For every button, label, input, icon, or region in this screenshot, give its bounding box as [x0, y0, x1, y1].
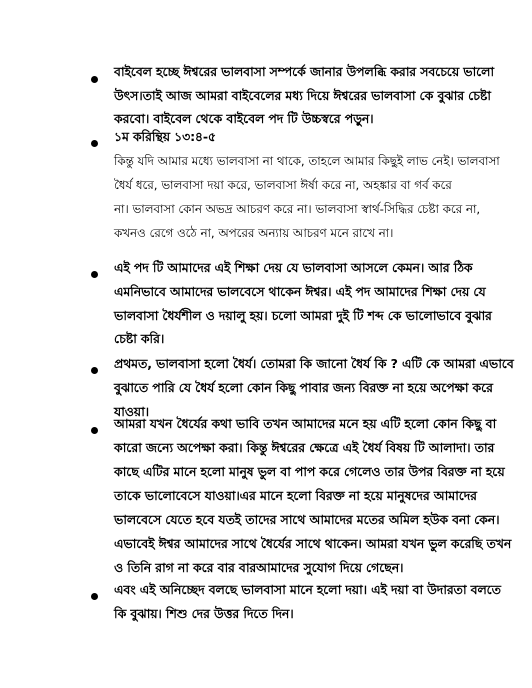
bullet-point — [91, 427, 98, 434]
verse-text-line: ধৈর্য ধরে, ভালবাসা দয়া করে, ভালবাসা ঈর্ষা করে না, অহঙ্কার বা গর্ব করে — [114, 178, 452, 192]
paragraph-line: এমনিভাবে আমাদের ভালবেসে থাকেন ঈশ্বর। এই পদ আমাদের শিক্ষা দেয় যে — [114, 284, 486, 299]
paragraph-line: এই পদ টি আমাদের এই শিক্ষা দেয় যে ভালবাসা আসলে কেমন। আর ঠিক — [114, 260, 473, 275]
paragraph-line: ভালবাসা ধৈর্যশীল ও দয়ালু হয়। চলো আমরা দুই টি শব্দ কে ভালোভাবে বুঝার — [114, 308, 492, 323]
paragraph-line: কি বুঝায়। শিশু দের উত্তর দিতে দিন। — [114, 606, 294, 621]
verse-text-line: কখনও রেগে ওঠে না, অপরের অন্যায় আচরণ মনে রাখে না। — [114, 226, 394, 240]
verse-text-line: কিন্তু যদি আমার মধ্যে ভালবাসা না থাকে, তাহলে আমার কিছুই লাভ নেই। ভালবাসা — [114, 154, 500, 168]
bullet-point — [91, 76, 98, 83]
bullet-point — [91, 593, 98, 600]
paragraph-line: বাইবেল হচ্ছে ঈশ্বরের ভালবাসা সম্পর্কে জানার উপলব্ধি করার সবচেয়ে ভালো — [114, 64, 494, 79]
paragraph-line: চেষ্টা করি। — [114, 331, 165, 346]
paragraph-line: ও তিনি রাগ না করে বার বারআমাদের সুযোগ দিয়ে গেছেন। — [114, 560, 404, 575]
paragraph-line: ভালবেসে যেতে হবে যতই তাদের সাথে আমাদের মতের অমিল হউক বনা কেন। — [114, 512, 500, 527]
paragraph-line: এবং এই অনিচ্ছেদ বলছে ভালবাসা মানে হলো দয়া। এই দয়া বা উদারতা বলতে — [114, 582, 501, 597]
bullet-point — [91, 271, 98, 278]
verse-reference: ১ম করিন্থিয় ১৩:৪-৫ — [114, 129, 216, 144]
paragraph-line: কাছে এটির মানে হলো মানুষ ভুল বা পাপ করে গেলেও তার উপর বিরক্ত না হয়ে — [114, 464, 505, 479]
paragraph-line: উৎস।তাই আজ আমরা বাইবেলের মধ্য দিয়ে ঈশ্বরের ভালবাসা কে বুঝার চেষ্টা — [114, 88, 491, 103]
paragraph-line: প্রথমত, ভালবাসা হলো ধৈর্য। তোমরা কি জানো ধৈর্য কি ? এটি কে আমরা এভাবে — [114, 356, 514, 371]
paragraph-line: বুঝাতে পারি যে ধৈর্য হলো কোন কিছু পাবার জন্য বিরক্ত না হয়ে অপেক্ষা করে — [114, 380, 493, 395]
paragraph-line: এভাবেই ঈশ্বর আমাদের সাথে ধৈর্যের সাথে থাকেন। আমরা যখন ভুল করেছি তখন — [114, 536, 512, 551]
paragraph-line: কারো জন্যে অপেক্ষা করা। কিন্তু ঈশ্বরের ক্ষেত্রে এই ধৈর্য বিষয় টি আলাদা। তার — [114, 440, 495, 455]
verse-text-line: না। ভালবাসা কোন অভদ্র আচরণ করে না। ভালবাসা স্বার্থ-সিদ্ধির চেষ্টা করে না, — [114, 202, 481, 216]
bullet-point — [91, 140, 98, 147]
bullet-point — [91, 367, 98, 374]
paragraph-line: তাকে ভালোবেসে যাওয়া।এর মানে হলো বিরক্ত না হয়ে মানুষদের আমাদের — [114, 488, 477, 503]
paragraph-line: আমরা যখন ধৈর্যের কথা ভাবি তখন আমাদের মনে হয় এটি হলো কোন কিছু বা — [114, 416, 497, 431]
paragraph-line: করবো। বাইবেল থেকে বাইবেল পদ টি উচ্চস্বরে পড়ুন। — [114, 111, 374, 126]
paragraph-line: যাওয়া। — [114, 404, 149, 419]
